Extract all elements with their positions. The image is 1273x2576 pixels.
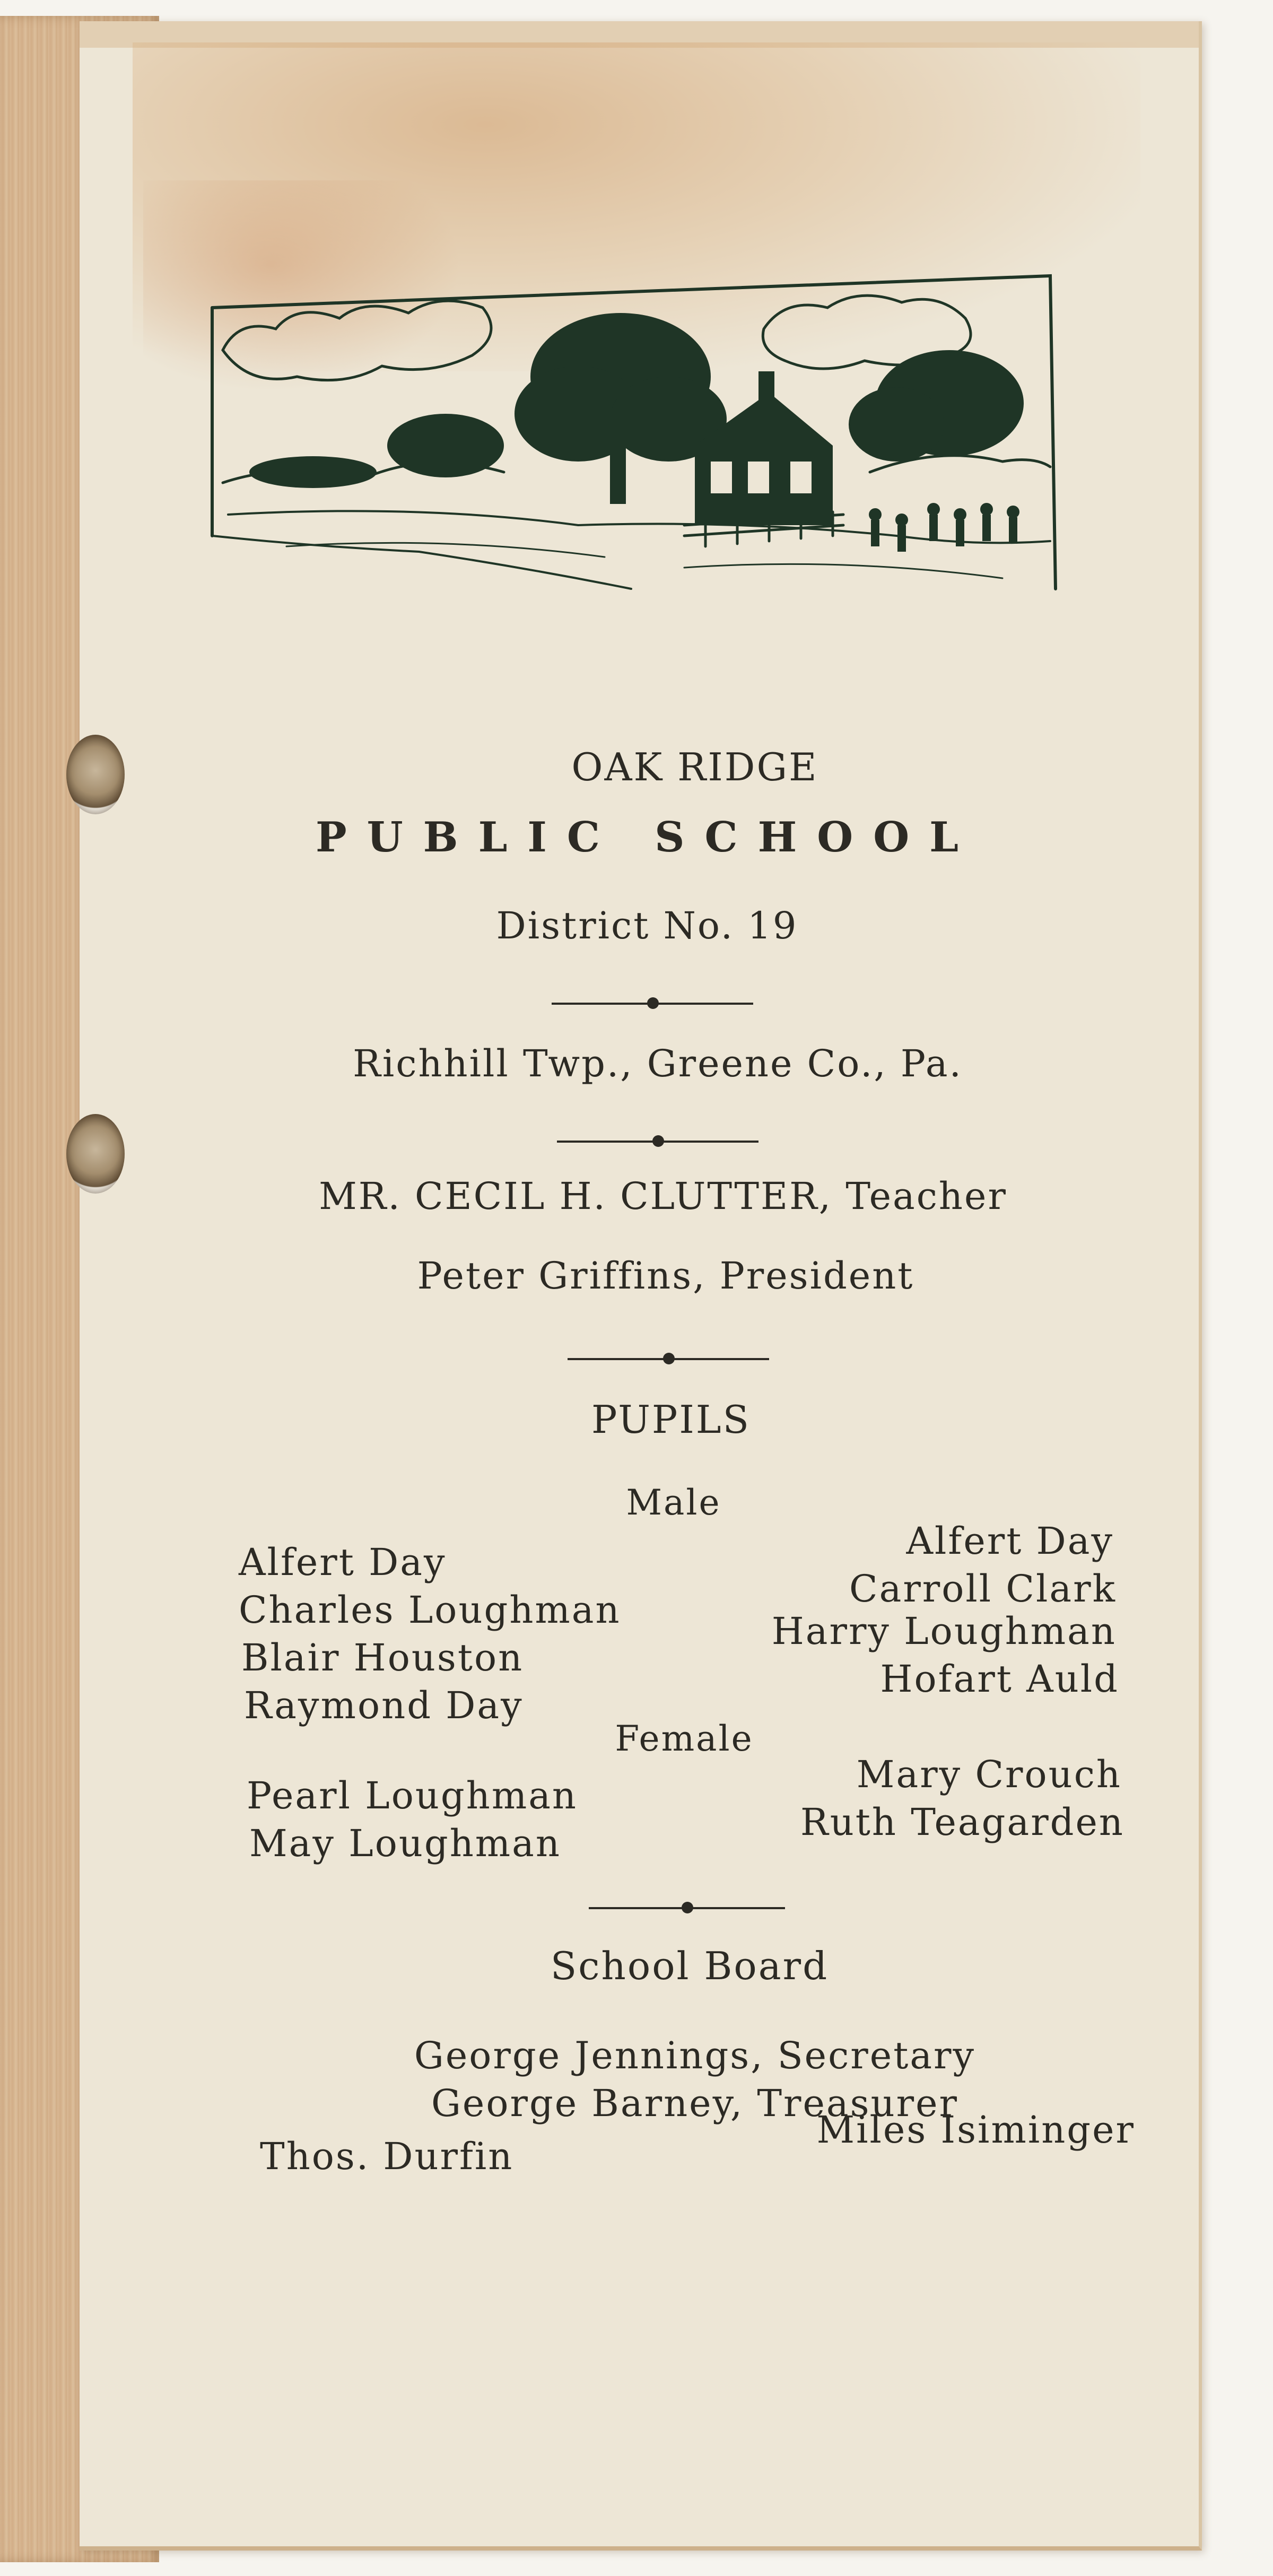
female-right-pupil: Mary Crouch: [856, 1753, 1122, 1796]
male-right-pupil: Harry Loughman: [771, 1609, 1117, 1653]
female-right-pupil: Ruth Teagarden: [800, 1800, 1124, 1844]
female-left-pupil: Pearl Loughman: [247, 1774, 578, 1817]
board-member: George Barney, Treasurer: [431, 2082, 958, 2125]
male-label: Male: [626, 1482, 721, 1523]
district-number: District No. 19: [496, 904, 798, 947]
school-board-heading: School Board: [550, 1944, 829, 1988]
male-left-pupil: Charles Loughman: [239, 1588, 621, 1632]
president-line: Peter Griffins, President: [417, 1254, 914, 1298]
male-left-pupil: Blair Houston: [241, 1636, 524, 1679]
divider-dot: [663, 1353, 675, 1364]
schoolhouse-illustration-icon: [207, 271, 1066, 631]
divider-dot: [647, 997, 659, 1009]
pupils-heading: PUPILS: [591, 1397, 751, 1442]
punch-hole-lower: [66, 1114, 125, 1194]
male-left-pupil: Raymond Day: [244, 1684, 524, 1727]
female-left-pupil: May Loughman: [249, 1822, 562, 1865]
teacher-line: MR. CECIL H. CLUTTER, Teacher: [319, 1174, 1007, 1218]
school-name-line2: PUBLIC SCHOOL: [315, 813, 979, 861]
board-member: Thos. Durfin: [260, 2135, 514, 2178]
male-right-pupil: Carroll Clark: [849, 1567, 1117, 1611]
female-label: Female: [615, 1718, 754, 1759]
male-left-pupil: Alfert Day: [239, 1541, 447, 1584]
divider-dot: [652, 1135, 664, 1147]
divider-dot: [682, 1902, 693, 1913]
board-member: Miles Isiminger: [816, 2108, 1135, 2152]
male-right-pupil: Alfert Day: [906, 1519, 1114, 1563]
male-right-pupil: Hofart Auld: [880, 1657, 1119, 1701]
board-member: George Jennings, Secretary: [414, 2034, 976, 2077]
punch-hole-upper: [66, 735, 125, 814]
location-line: Richhill Twp., Greene Co., Pa.: [353, 1042, 963, 1085]
school-name-line1: OAK RIDGE: [571, 745, 818, 789]
